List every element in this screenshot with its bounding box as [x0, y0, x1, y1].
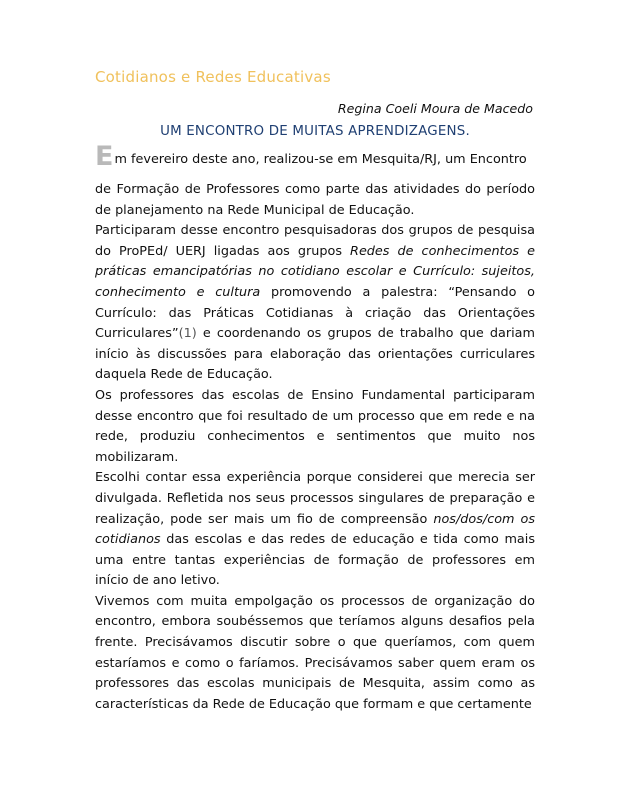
article-body — [95, 180, 535, 715]
paragraph-4-text-b: das escolas e das redes de educação e tida como mais uma entre tantas experiências de formação de professores em início de ano letivo. — [95, 532, 535, 589]
section-title: Cotidianos e Redes Educativas — [95, 68, 331, 86]
paragraph-2-text-b: promovendo a palestra: “Pensando o Currículo: das Práticas Cotidianas à criação das Orientações Curriculares” — [95, 284, 535, 342]
paragraph-2-italic: Redes de conhecimentos e práticas emancipatórias no cotidiano escolar e Currículo: sujeitos, conhecimento e cultura — [95, 243, 535, 300]
footnote-ref[interactable]: (1) — [178, 326, 197, 342]
article-title: UM ENCONTRO DE MUITAS APRENDIZAGENS. — [160, 124, 470, 139]
paragraph-5: Vivemos com muita empolgação os processos de organização do encontro, embora soubéssemos que teríamos alguns desafios pela frente. Precisávamos discutir sobre o que queríamos, com quem estaríamos e como o faríamos. Precisávamos saber quem eram os professores das escolas municipais de Mesquita, assim como as características da Rede de Educação que formam e que certamente — [95, 593, 535, 712]
paragraph-2 — [95, 221, 535, 386]
paragraph-2-text-c: e coordenando os grupos de trabalho que dariam início às discussões para elaboração das orientações curriculares daquela Rede de Educação. — [95, 326, 535, 383]
drop-cap: E — [95, 141, 114, 172]
opening-line — [95, 141, 535, 172]
opening-line-text: m fevereiro deste ano, realizou-se em Mesquita/RJ, um Encontro — [114, 152, 527, 167]
paragraph-4-text-a: Escolhi contar essa experiência porque considerei que merecia ser divulgada. Refletida nos seus processos singulares de preparação e realização, pode ser mais um fio de compreensão — [95, 470, 535, 527]
paragraph-3: Os professores das escolas de Ensino Fundamental participaram desse encontro que foi resultado de um processo que em rede e na rede, produziu conhecimentos e sentimentos que muito nos mobilizaram. — [95, 387, 535, 465]
paragraph-2-text-a: Participaram desse encontro pesquisadoras dos grupos de pesquisa do ProPEd/ UERJ ligadas aos grupos — [95, 223, 535, 259]
paragraph-4-italic: nos/dos/com os cotidianos — [95, 511, 535, 548]
paragraph-4 — [95, 468, 535, 592]
paragraph-1: de Formação de Professores como parte das atividades do período de planejamento na Rede Municipal de Educação. — [95, 182, 535, 218]
author-name: Regina Coeli Moura de Macedo — [337, 101, 533, 116]
